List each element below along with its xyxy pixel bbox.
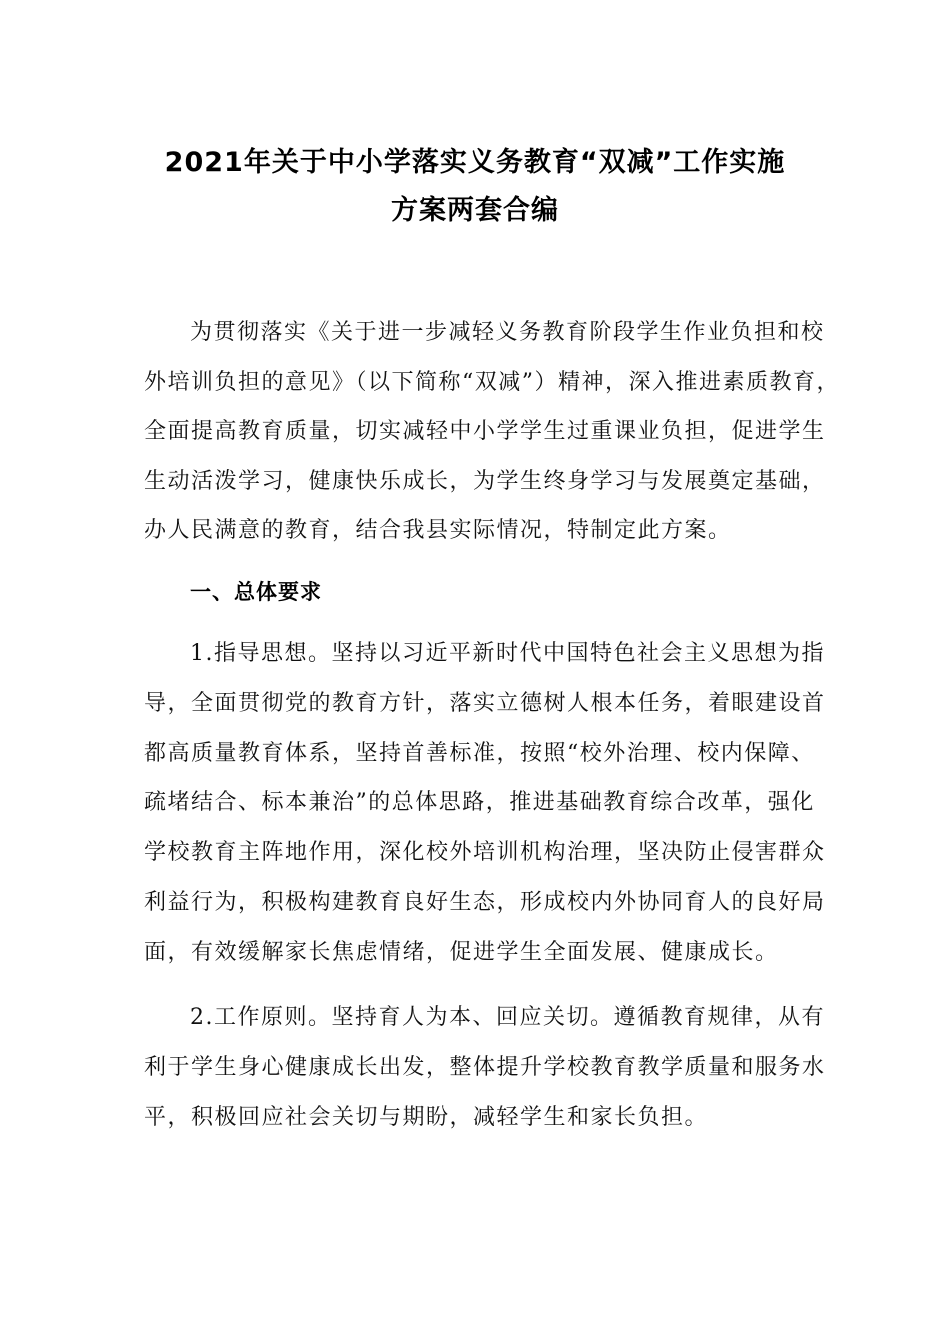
intro-line-4: 生动活泼学习，健康快乐成长，为学生终身学习与发展奠定基础， bbox=[144, 469, 826, 494]
item1-line-1: 1.指导思想。坚持以习近平新时代中国特色社会主义思想为指 bbox=[190, 641, 825, 666]
intro-line-5: 办人民满意的教育，结合我县实际情况，特制定此方案。 bbox=[144, 518, 732, 543]
item1-line-5: 学校教育主阵地作用，深化校外培训机构治理，坚决防止侵害群众 bbox=[144, 840, 826, 865]
item1-line-2: 导，全面贯彻党的教育方针，落实立德树人根本任务，着眼建设首 bbox=[144, 691, 826, 716]
item2-line-1: 2.工作原则。坚持育人为本、回应关切。遵循教育规律，从有 bbox=[190, 1005, 825, 1030]
item1-line-4: 疏堵结合、标本兼治”的总体思路，推进基础教育综合改革，强化 bbox=[144, 790, 815, 815]
intro-line-2: 外培训负担的意见》（以下简称“双减”）精神，深入推进素质教育， bbox=[144, 370, 840, 395]
document-title-line-2: 方案两套合编 bbox=[391, 195, 559, 226]
item2-line-3: 平，积极回应社会关切与期盼，减轻学生和家长负担。 bbox=[144, 1105, 709, 1130]
document-title-line-1: 2021年关于中小学落实义务教育“双减”工作实施 bbox=[164, 147, 786, 178]
intro-line-3: 全面提高教育质量，切实减轻中小学学生过重课业负担，促进学生 bbox=[144, 419, 826, 444]
item1-line-7: 面，有效缓解家长焦虑情绪，促进学生全面发展、健康成长。 bbox=[144, 940, 779, 965]
item1-line-6: 利益行为，积极构建教育良好生态，形成校内外协同育人的良好局 bbox=[144, 890, 826, 915]
intro-line-1: 为贯彻落实《关于进一步减轻义务教育阶段学生作业负担和校 bbox=[190, 320, 825, 345]
item2-line-2: 利于学生身心健康成长出发，整体提升学校教育教学质量和服务水 bbox=[144, 1055, 826, 1080]
item1-line-3: 都高质量教育体系，坚持首善标准，按照“校外治理、校内保障、 bbox=[144, 741, 815, 766]
section-heading-1: 一、总体要求 bbox=[190, 580, 322, 604]
